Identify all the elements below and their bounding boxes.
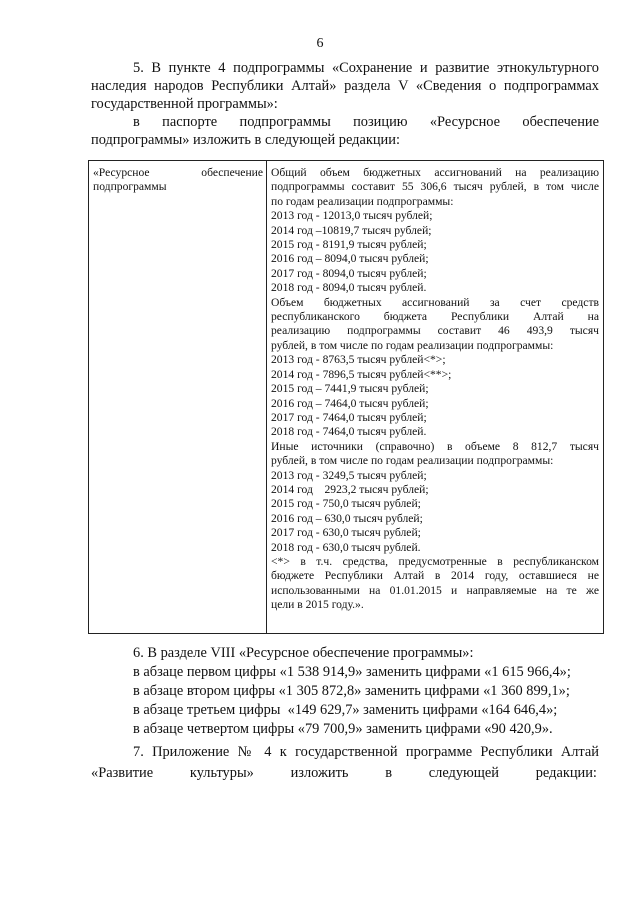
item6-line2: в абзаце втором цифры «1 305 872,8» заменить цифрами «1 360 899,1»; <box>133 683 570 699</box>
table-left-cell <box>93 166 263 195</box>
right-cell-line: Иные источники (справочно) в объеме 8 812,7 тысяч <box>271 439 599 453</box>
right-cell-line: 2014 год 2923,2 тысяч рублей; <box>271 482 429 496</box>
item6-line3: в абзаце третьем цифры «149 629,7» заменить цифрами «164 646,4»; <box>133 702 558 718</box>
item7-paragraph-line2 <box>91 765 597 783</box>
right-cell-line: рублей, в том числе по годам реализации подпрограммы: <box>271 454 554 468</box>
right-cell-line: Общий объем бюджетных ассигнований на реализацию <box>271 166 599 179</box>
right-cell-line: 2017 год - 630,0 тысяч рублей; <box>271 526 421 540</box>
right-cell-line: бюджете Республики Алтай в 2014 году, оставшиеся не <box>271 569 599 583</box>
right-cell-line: 2015 год – 7441,9 тысяч рублей; <box>271 382 429 396</box>
right-cell-line: 2015 год - 750,0 тысяч рублей; <box>271 497 421 511</box>
right-cell-line: 2014 год - 7896,5 тысяч рублей<**>; <box>271 367 452 381</box>
left-cell-line1 <box>93 166 263 180</box>
right-cell-line: использованными на 01.01.2015 и направляемые на те же <box>271 583 599 597</box>
resource-table <box>88 160 604 634</box>
item5-paragraph-line1: 5. В пункте 4 подпрограммы «Сохранение и развитие этнокультурного <box>133 60 599 76</box>
right-cell-line: <*> в т.ч. средства, предусмотренные в республиканском <box>271 554 599 568</box>
right-cell-line: 2017 год - 7464,0 тысяч рублей; <box>271 410 427 424</box>
right-cell-line: 2018 год - 8094,0 тысяч рублей. <box>271 281 427 295</box>
item5-paragraph-line2: наследия народов Республики Алтай» раздела V «Сведения о подпрограммах <box>91 78 599 94</box>
right-cell-line: 2013 год - 3249,5 тысяч рублей; <box>271 468 427 482</box>
right-cell-line: 2013 год - 12013,0 тысяч рублей; <box>271 209 433 223</box>
left-cell-line2: подпрограммы <box>93 180 167 194</box>
item6-heading: 6. В разделе VIII «Ресурсное обеспечение программы»: <box>133 645 474 661</box>
right-cell-line: 2016 год – 630,0 тысяч рублей; <box>271 511 423 525</box>
item7-word: изложить <box>290 765 349 781</box>
passport-instruction-line2: подпрограммы» изложить в следующей редакции: <box>91 132 400 148</box>
right-cell-line: республиканского бюджета Республики Алтай на <box>271 310 599 324</box>
item5-paragraph-line3: государственной программы»: <box>91 96 278 112</box>
passport-instruction-line1: в паспорте подпрограммы позицию «Ресурсное обеспечение <box>133 114 599 130</box>
table-right-cell <box>271 166 599 613</box>
item6-line1: в абзаце первом цифры «1 538 914,9» заменить цифрами «1 615 966,4»; <box>133 664 571 680</box>
right-cell-line: подпрограммы составит 55 306,6 тысяч рублей, в том числе <box>271 180 599 194</box>
left-cell-word1: «Ресурсное <box>93 166 150 179</box>
right-cell-line: 2018 год - 630,0 тысяч рублей. <box>271 540 421 554</box>
right-cell-line: реализацию подпрограммы составит 46 493,9 тысяч <box>271 324 599 338</box>
right-cell-line: рублей, в том числе по годам реализации подпрограммы: <box>271 338 554 352</box>
right-cell-line: 2017 год - 8094,0 тысяч рублей; <box>271 266 427 280</box>
right-cell-line: по годам реализации подпрограммы: <box>271 194 454 208</box>
left-cell-word2: обеспечение <box>201 166 263 179</box>
item7-word: культуры» <box>189 765 254 781</box>
item7-word: в <box>385 765 393 781</box>
right-cell-line: Объем бюджетных ассигнований за счет средств <box>271 295 599 309</box>
item7-word: «Развитие <box>91 765 154 781</box>
item6-line4: в абзаце четвертом цифры «79 700,9» заменить цифрами «90 420,9». <box>133 721 553 737</box>
right-cell-line: 2013 год - 8763,5 тысяч рублей<*>; <box>271 353 446 367</box>
item7-word: следующей <box>428 765 499 781</box>
item7-paragraph-line1: 7. Приложение № 4 к государственной программе Республики Алтай <box>133 744 599 760</box>
item7-word: редакции: <box>535 765 597 781</box>
right-cell-line: 2015 год - 8191,9 тысяч рублей; <box>271 238 427 252</box>
right-cell-line: 2014 год –10819,7 тысяч рублей; <box>271 223 432 237</box>
table-column-divider <box>266 161 267 633</box>
page-number: 6 <box>316 36 324 51</box>
right-cell-line: 2016 год – 7464,0 тысяч рублей; <box>271 396 429 410</box>
right-cell-line: 2016 год – 8094,0 тысяч рублей; <box>271 252 429 266</box>
right-cell-line: цели в 2015 году.». <box>271 598 364 612</box>
right-cell-line: 2018 год - 7464,0 тысяч рублей. <box>271 425 427 439</box>
